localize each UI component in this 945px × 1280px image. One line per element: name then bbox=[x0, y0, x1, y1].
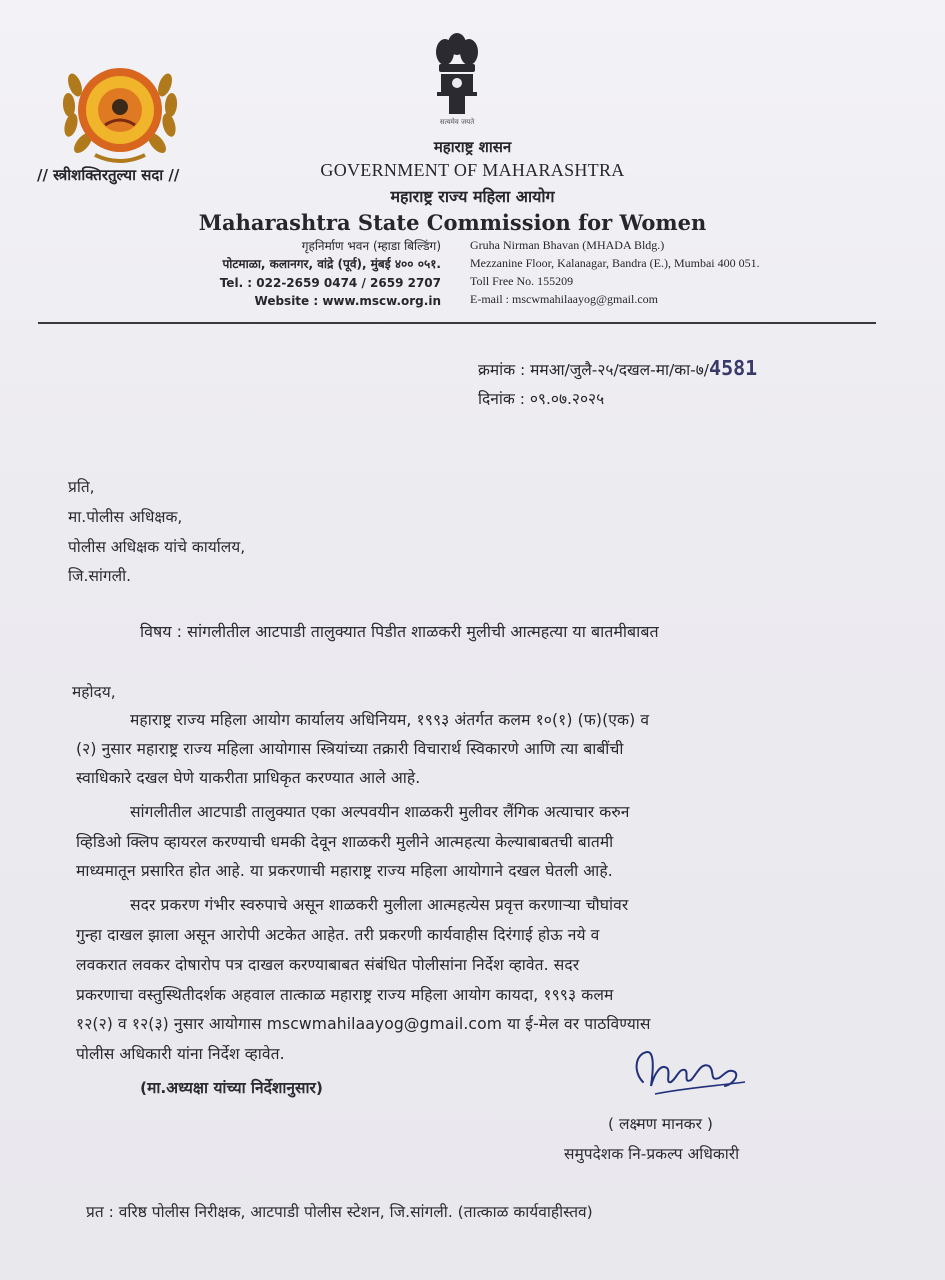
email: E-mail : mscwmahilaayog@gmail.com bbox=[470, 292, 659, 306]
direction-note: (मा.अध्यक्षा यांच्या निर्देशानुसार) bbox=[140, 1079, 323, 1097]
national-emblem-icon bbox=[427, 30, 487, 130]
date: दिनांक : ०९.०७.२०२५ bbox=[478, 390, 605, 408]
signatory-designation: समुपदेशक नि-प्रकल्प अधिकारी bbox=[564, 1145, 740, 1163]
paragraph-line: सांगलीतील आटपाडी तालुक्यात एका अल्पवयीन शाळकरी मुलीवर लैंगिक अत्याचार करुन bbox=[130, 803, 630, 821]
address-english-line: Gruha Nirman Bhavan (MHADA Bldg.) bbox=[470, 238, 665, 252]
address-marathi-line: पोटमाळा, कलानगर, वांद्रे (पूर्व), मुंबई ४०० ०५१. bbox=[222, 257, 441, 271]
header-marathi-commission: महाराष्ट्र राज्य महिला आयोग bbox=[390, 187, 555, 206]
paragraph-line: व्हिडिओ क्लिप व्हायरल करण्याची धमकी देवून शाळकरी मुलीने आत्महत्या केल्याबाबतची बातमी bbox=[76, 833, 614, 851]
header-marathi-government: महाराष्ट्र शासन bbox=[433, 138, 512, 156]
emblem-caption: सत्यमेव जयते bbox=[439, 118, 475, 126]
recipient-line: जि.सांगली. bbox=[68, 567, 132, 585]
paragraph-line: माध्यमातून प्रसारित होत आहे. या प्रकरणाची महाराष्ट्र राज्य महिला आयोगाने दखल घेतली आहे. bbox=[76, 862, 613, 880]
subject: विषय : सांगलीतील आटपाडी तालुक्यात पिडीत शाळकरी मुलीची आत्महत्या या बातमीबाबत bbox=[140, 622, 659, 641]
paragraph-line: महाराष्ट्र राज्य महिला आयोग कार्यालय अधिनियम, १९९३ अंतर्गत कलम १०(१) (फ)(एक) व bbox=[130, 711, 650, 729]
paragraph-line: (२) नुसार महाराष्ट्र राज्य महिला आयोगास स्त्रियांच्या तक्रारी विचारार्थ स्विकारणे आणि त्या बाबींची bbox=[76, 740, 624, 758]
signatory-name: ( लक्ष्मण मानकर ) bbox=[608, 1115, 713, 1133]
salutation: महोदय, bbox=[72, 683, 116, 701]
paragraph-line: लवकरात लवकर दोषारोप पत्र दाखल करण्याबाबत संबंधित पोलीसांना निर्देश व्हावेत. सदर bbox=[76, 956, 580, 974]
recipient-line: पोलीस अधिक्षक यांचे कार्यालय, bbox=[68, 538, 246, 556]
copy-to: प्रत : वरिष्ठ पोलीस निरीक्षक, आटपाडी पोलीस स्टेशन, जि.सांगली. (तात्काळ कार्यवाहीस्तव) bbox=[86, 1203, 593, 1221]
header-divider bbox=[38, 322, 876, 324]
paragraph-line: गुन्हा दाखल झाला असून आरोपी अटकेत आहेत. तरी प्रकरणी कार्यवाहीस दिरंगाई होऊ नये व bbox=[76, 926, 600, 944]
reference-label: क्रमांक : ममआ/जुलै-२५/दखल-मा/का-७/ bbox=[478, 361, 710, 379]
address-marathi-line: गृहनिर्माण भवन (म्हाडा बिल्डिंग) bbox=[301, 239, 441, 253]
address-english-line: Mezzanine Floor, Kalanagar, Bandra (E.), Mumbai 400 051. bbox=[470, 256, 760, 270]
signature bbox=[625, 1042, 755, 1102]
toll-free: Toll Free No. 155209 bbox=[470, 274, 574, 288]
paragraph-line: पोलीस अधिकारी यांना निर्देश व्हावेत. bbox=[76, 1045, 285, 1063]
telephone: Tel. : 022-2659 0474 / 2659 2707 bbox=[219, 276, 441, 290]
website: Website : www.mscw.org.in bbox=[254, 294, 441, 308]
paragraph-line: सदर प्रकरण गंभीर स्वरुपाचे असून शाळकरी मुलीला आत्महत्येस प्रवृत्त करणाऱ्या चौघांवर bbox=[130, 896, 629, 914]
paragraph-line: १२(२) व १२(३) नुसार आयोगास mscwmahilaayog@gmail.com या ई-मेल वर पाठविण्यास bbox=[76, 1015, 651, 1033]
header-government: GOVERNMENT OF MAHARASHTRA bbox=[320, 160, 625, 180]
paragraph-line: प्रकरणाचा वस्तुस्थितीदर्शक अहवाल तात्काळ महाराष्ट्र राज्य महिला आयोग कायदा, १९९३ कलम bbox=[76, 986, 614, 1004]
reference-number-row bbox=[478, 356, 757, 380]
reference-number: 4581 bbox=[709, 356, 758, 380]
header-commission-name: Maharashtra State Commission for Women bbox=[198, 210, 707, 235]
motto: // स्त्रीशक्तिरतुल्या सदा // bbox=[37, 166, 180, 184]
paragraph-line: स्वाधिकारे दखल घेणे याकरीता प्राधिकृत करण्यात आले आहे. bbox=[76, 769, 421, 787]
recipient-line: मा.पोलीस अधिक्षक, bbox=[68, 508, 183, 526]
recipient-line: प्रति, bbox=[68, 478, 95, 496]
